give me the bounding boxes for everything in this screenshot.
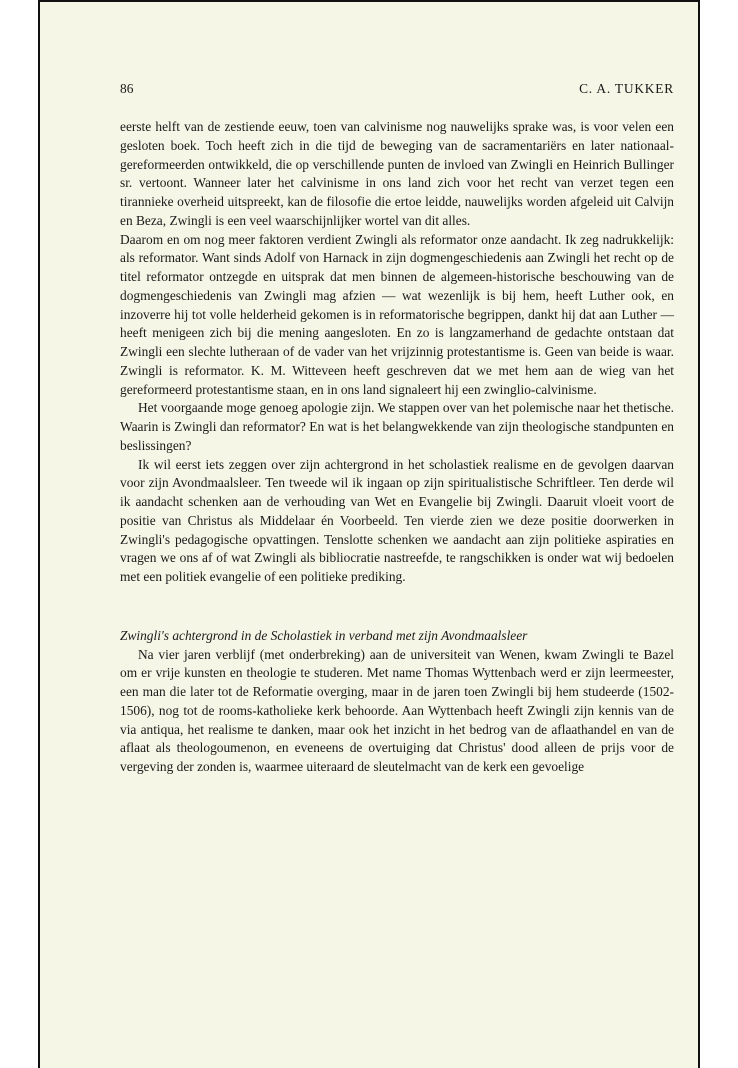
paragraph: Na vier jaren verblijf (met onderbreking) aan de universiteit van Wenen, kwam Zwingli te Bazel om er vrije kunsten en theologie te studeren. Met name Thomas Wyttenbach werd er zijn leermeester, een man die later tot de Reformatie overging, maar in de jaren toen Zwingli bij hem studeerde (1502-1506), nog tot de rooms-katholieke kerk behoorde. Aan Wyttenbach heeft Zwingli zijn kennis van de via antiqua, het realisme te danken, maar ook het inzicht in het bedrog van de aflaathandel en van de aflaat als theologoumenon, en eveneens de overtuiging dat Christus' dood alleen de prijs voor de vergeving der zonden is, waarmee uiteraard de sleutelmacht van de kerk een gevoelige: [120, 646, 674, 774]
paragraph: eerste helft van de zestiende eeuw, toen van calvinisme nog nauwelijks sprake was, is voor velen een gesloten boek. Toch heeft zich in die tijd de beweging van de sacramentariërs en later nationaal-gereformeerden ontwikkeld, die op verschillende punten de invloed van Zwingli en Heinrich Bullinger sr. vertoont. Wanneer later het calvinisme in ons land zich voor het recht van verzet tegen een tirannieke overheid uitspreekt, kan de filosofie die ertoe leidde, nauwelijks worden afgeleid uit Calvijn en Beza, Zwingli is een veel waarschijnlijker wortel van dit alles.: [120, 119, 674, 228]
paragraph: Daarom en om nog meer faktoren verdient Zwingli als reformator onze aandacht. Ik zeg nadrukkelijk: als reformator. Want sinds Adolf von Harnack in zijn dogmengeschiedenis aan Zwingli het recht op de titel reformator ontzegde en uitsprak dat men binnen de algemeen-historische beschouwing van de dogmengeschiedenis van Zwingli mag afzien — wat wezenlijk is bij hem, heeft Luther ook, en inzoverre hij tot volle helderheid gekomen is in reformatorische begrippen, dankt hij dat aan Luther — heeft menigeen zich bij die mening aangesloten. En zo is langzamerhand de gedachte ontstaan dat Zwingli een slechte lutheraan of de vader van het vrijzinnig protestantisme is. Geen van beide is waar. Zwingli is reformator. K. M. Witteveen heeft geschreven dat we met hem aan de wieg van het gereformeerd protestantisme staan, en in ons land signaleert hij een zwinglio-calvinisme.: [120, 231, 674, 397]
paragraph: Het voorgaande moge genoeg apologie zijn. We stappen over van het polemische naar het thetische. Waarin is Zwingli dan reformator? En wat is het belangwekkende van zijn theologische standpunten en beslissingen?: [120, 400, 674, 453]
page-number: 86: [120, 81, 134, 96]
page-content: [120, 80, 674, 777]
running-head: C. A. TUKKER: [579, 81, 674, 96]
section-heading: Zwingli's achtergrond in de Scholastiek in verband met zijn Avondmaalsleer: [120, 627, 528, 643]
page-header: [120, 80, 674, 98]
book-page: [38, 0, 700, 1068]
paragraph: Ik wil eerst iets zeggen over zijn achtergrond in het scholastiek realisme en de gevolgen daarvan voor zijn Avondmaalsleer. Ten tweede wil ik ingaan op zijn spiritualistische Schriftleer. Ten derde wil ik aandacht schenken aan de verhouding van Wet en Evangelie bij Zwingli. Daaruit vloeit voort de positie van Christus als Middelaar én Voorbeeld. Ten vierde zien we deze positie doorwerken in Zwingli's pedagogische opvattingen. Tenslotte schenken we aandacht aan zijn politieke aspiraties en vragen we ons af of wat Zwingli als bibliocratie nastreefde, te rangschikken is onder wat wij bedoelen met een politiek evangelie of een politieke prediking.: [120, 456, 674, 584]
